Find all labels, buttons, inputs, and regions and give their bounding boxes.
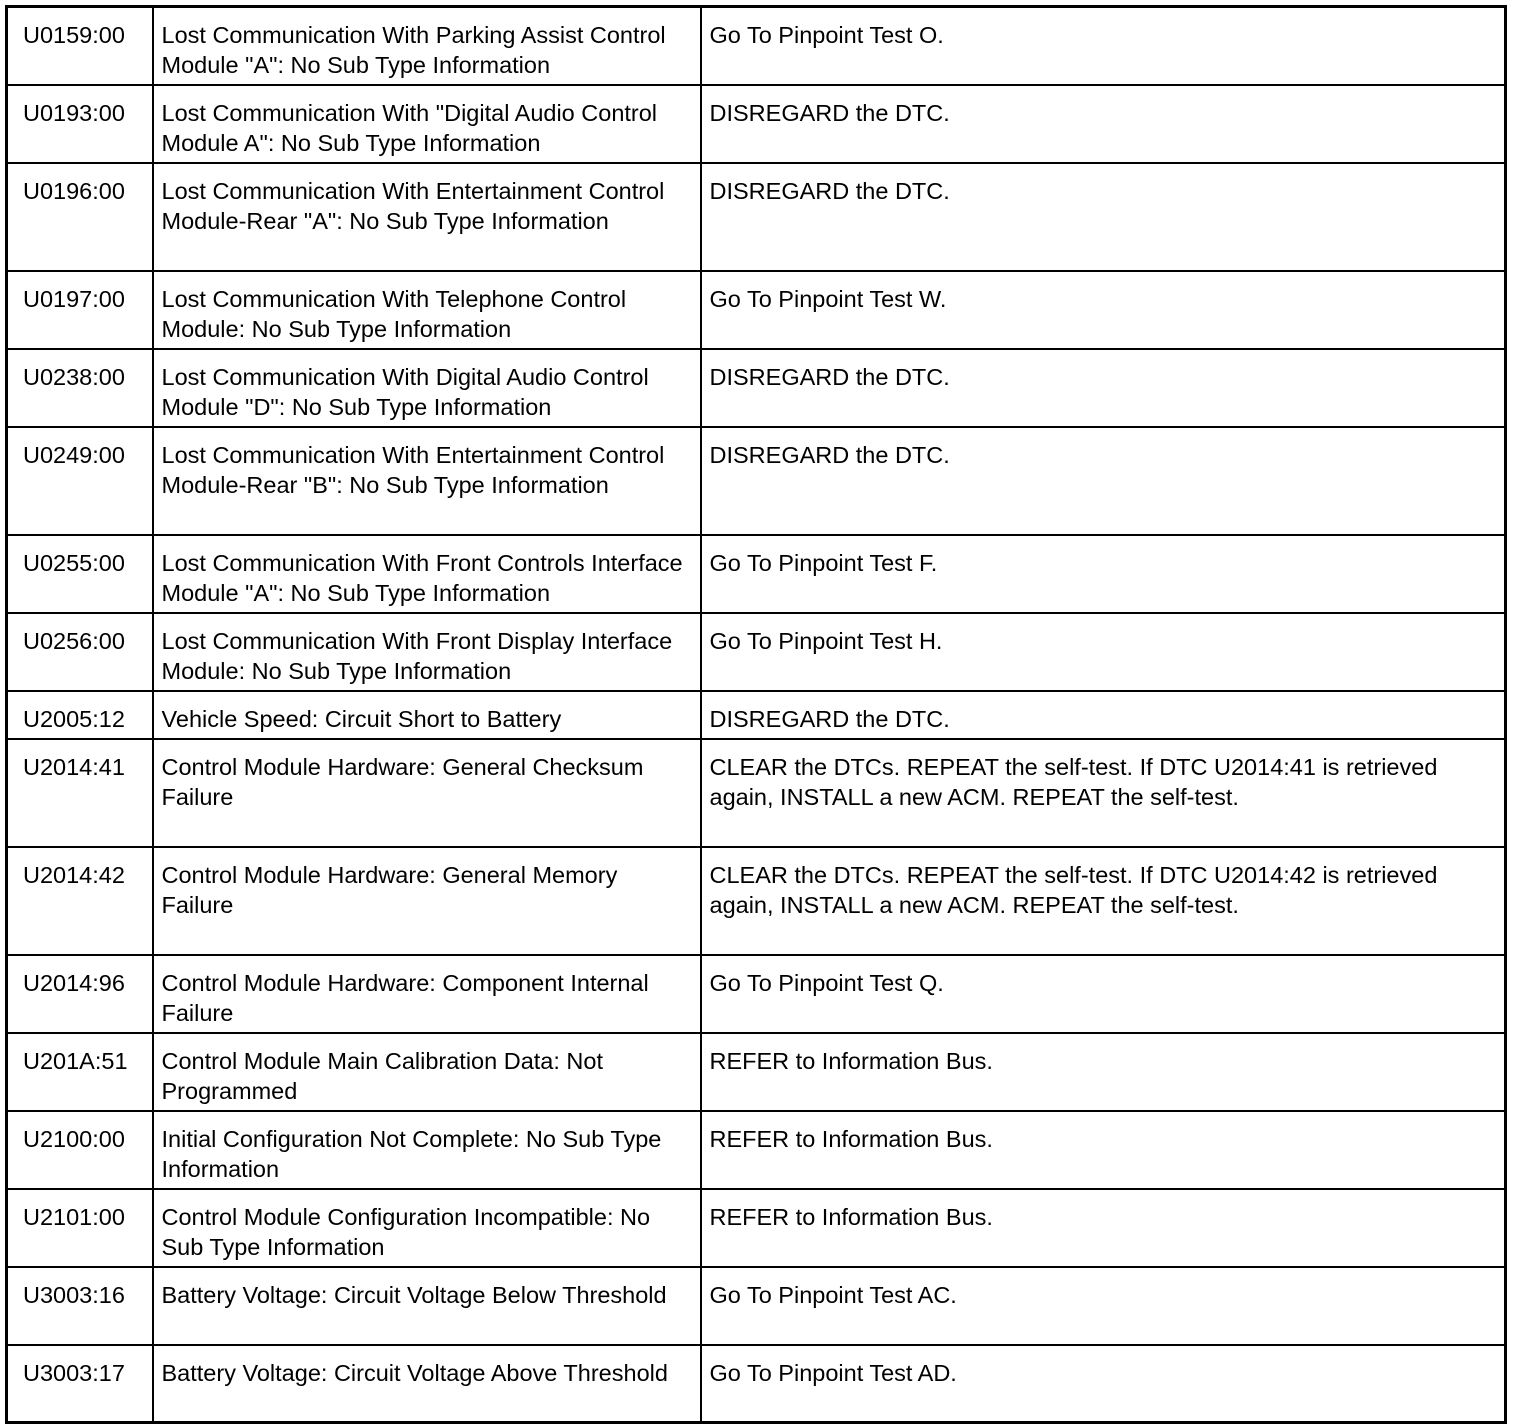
- dtc-description: Lost Communication With Digital Audio Control Module "D": No Sub Type Information: [153, 349, 701, 427]
- table-row: [7, 349, 1506, 427]
- table-row: [7, 427, 1506, 535]
- dtc-action: DISREGARD the DTC.: [701, 163, 1506, 271]
- table-row: [7, 163, 1506, 271]
- dtc-action: REFER to Information Bus.: [701, 1111, 1506, 1189]
- dtc-action: REFER to Information Bus.: [701, 1189, 1506, 1267]
- table-row: [7, 739, 1506, 847]
- dtc-code: U2014:96: [7, 955, 153, 1033]
- table-row: [7, 1111, 1506, 1189]
- dtc-code: U2014:42: [7, 847, 153, 955]
- table-row: [7, 691, 1506, 739]
- dtc-description: Lost Communication With Entertainment Control Module-Rear "B": No Sub Type Information: [153, 427, 701, 535]
- dtc-description: Lost Communication With Telephone Control Module: No Sub Type Information: [153, 271, 701, 349]
- dtc-action: Go To Pinpoint Test AC.: [701, 1267, 1506, 1345]
- dtc-description: Control Module Hardware: Component Internal Failure: [153, 955, 701, 1033]
- dtc-description: Lost Communication With Front Display Interface Module: No Sub Type Information: [153, 613, 701, 691]
- dtc-action: Go To Pinpoint Test O.: [701, 7, 1506, 85]
- dtc-code: U3003:17: [7, 1345, 153, 1423]
- dtc-description: Initial Configuration Not Complete: No Sub Type Information: [153, 1111, 701, 1189]
- dtc-code: U2101:00: [7, 1189, 153, 1267]
- dtc-code: U2100:00: [7, 1111, 153, 1189]
- dtc-action: CLEAR the DTCs. REPEAT the self-test. If DTC U2014:41 is retrieved again, INSTALL a new ACM. REPEAT the self-test.: [701, 739, 1506, 847]
- table-row: [7, 1033, 1506, 1111]
- dtc-action: Go To Pinpoint Test AD.: [701, 1345, 1506, 1423]
- table-row: [7, 847, 1506, 955]
- dtc-code: U2014:41: [7, 739, 153, 847]
- dtc-description: Lost Communication With Parking Assist Control Module "A": No Sub Type Information: [153, 7, 701, 85]
- table-row: [7, 271, 1506, 349]
- dtc-description: Control Module Main Calibration Data: Not Programmed: [153, 1033, 701, 1111]
- dtc-action: CLEAR the DTCs. REPEAT the self-test. If DTC U2014:42 is retrieved again, INSTALL a new ACM. REPEAT the self-test.: [701, 847, 1506, 955]
- table-row: [7, 613, 1506, 691]
- table-row: [7, 1189, 1506, 1267]
- table-row: [7, 535, 1506, 613]
- dtc-action: REFER to Information Bus.: [701, 1033, 1506, 1111]
- dtc-code: U0249:00: [7, 427, 153, 535]
- dtc-description: Control Module Configuration Incompatible: No Sub Type Information: [153, 1189, 701, 1267]
- dtc-description: Lost Communication With Front Controls Interface Module "A": No Sub Type Information: [153, 535, 701, 613]
- dtc-action: DISREGARD the DTC.: [701, 85, 1506, 163]
- dtc-action: DISREGARD the DTC.: [701, 691, 1506, 739]
- dtc-description: Battery Voltage: Circuit Voltage Below Threshold: [153, 1267, 701, 1345]
- table-row: [7, 7, 1506, 85]
- dtc-code: U0193:00: [7, 85, 153, 163]
- dtc-code: U201A:51: [7, 1033, 153, 1111]
- table-row: [7, 1267, 1506, 1345]
- dtc-action: DISREGARD the DTC.: [701, 349, 1506, 427]
- dtc-description: Control Module Hardware: General Memory Failure: [153, 847, 701, 955]
- table-row: [7, 85, 1506, 163]
- dtc-code: U0196:00: [7, 163, 153, 271]
- table-row: [7, 1345, 1506, 1423]
- dtc-description: Lost Communication With Entertainment Control Module-Rear "A": No Sub Type Information: [153, 163, 701, 271]
- table-row: [7, 955, 1506, 1033]
- dtc-action: Go To Pinpoint Test F.: [701, 535, 1506, 613]
- dtc-description: Lost Communication With "Digital Audio Control Module A": No Sub Type Information: [153, 85, 701, 163]
- dtc-table: [5, 5, 1507, 1424]
- dtc-description: Battery Voltage: Circuit Voltage Above Threshold: [153, 1345, 701, 1423]
- dtc-code: U2005:12: [7, 691, 153, 739]
- dtc-description: Vehicle Speed: Circuit Short to Battery: [153, 691, 701, 739]
- dtc-code: U0255:00: [7, 535, 153, 613]
- dtc-action: DISREGARD the DTC.: [701, 427, 1506, 535]
- dtc-description: Control Module Hardware: General Checksum Failure: [153, 739, 701, 847]
- dtc-action: Go To Pinpoint Test H.: [701, 613, 1506, 691]
- dtc-code: U3003:16: [7, 1267, 153, 1345]
- dtc-code: U0238:00: [7, 349, 153, 427]
- dtc-action: Go To Pinpoint Test Q.: [701, 955, 1506, 1033]
- dtc-code: U0159:00: [7, 7, 153, 85]
- dtc-code: U0256:00: [7, 613, 153, 691]
- dtc-code: U0197:00: [7, 271, 153, 349]
- dtc-action: Go To Pinpoint Test W.: [701, 271, 1506, 349]
